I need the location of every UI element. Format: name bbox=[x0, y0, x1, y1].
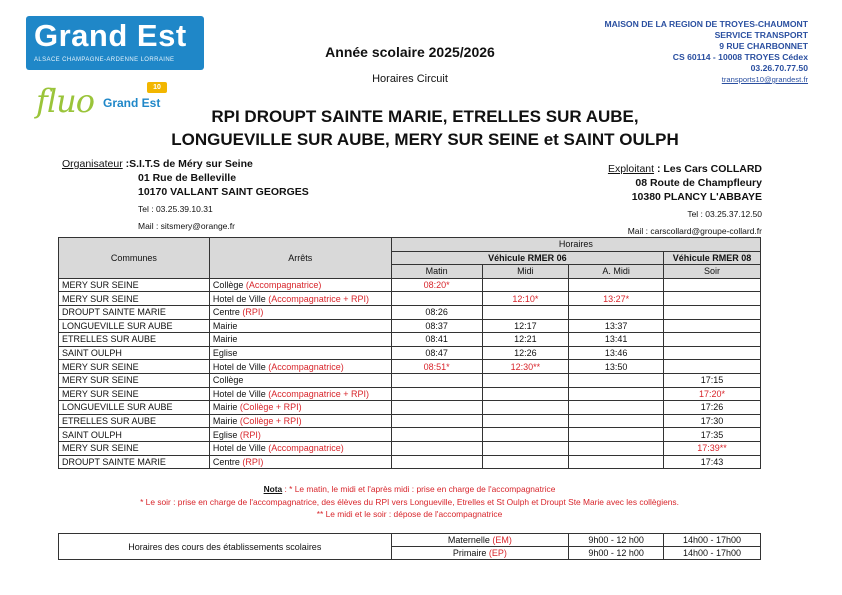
commune: MERY SUR SEINE bbox=[59, 441, 210, 455]
organisateur-block bbox=[62, 157, 309, 233]
table-row bbox=[59, 455, 761, 469]
nota-label: Nota bbox=[263, 484, 283, 494]
contact-line-3: 9 RUE CHARBONNET bbox=[719, 41, 808, 51]
time-matin bbox=[391, 387, 482, 401]
commune: MERY SUR SEINE bbox=[59, 360, 210, 374]
header-amidi: A. Midi bbox=[569, 265, 664, 279]
time-matin: 08:47 bbox=[391, 346, 482, 360]
logo-text: Grand Est bbox=[34, 18, 187, 53]
arret: Collège (Accompagnatrice) bbox=[209, 278, 391, 292]
arret: Hotel de Ville (Accompagnatrice + RPI) bbox=[209, 387, 391, 401]
header-horaires: Horaires bbox=[391, 238, 760, 252]
exploitant-name-line bbox=[608, 162, 762, 176]
commune: SAINT OULPH bbox=[59, 428, 210, 442]
header-arrets: Arrêts bbox=[209, 238, 391, 279]
school-hours-label: Horaires des cours des établissements scolaires bbox=[59, 534, 392, 560]
commune: ETRELLES SUR AUBE bbox=[59, 333, 210, 347]
commune: DROUPT SAINTE MARIE bbox=[59, 305, 210, 319]
time-midi bbox=[482, 441, 569, 455]
commune: MERY SUR SEINE bbox=[59, 278, 210, 292]
table-row bbox=[59, 428, 761, 442]
table-row bbox=[59, 292, 761, 306]
exploitant-block bbox=[608, 162, 762, 238]
time-amidi: 13:41 bbox=[569, 333, 664, 347]
time-soir: 17:39** bbox=[664, 441, 761, 455]
time-midi bbox=[482, 414, 569, 428]
header-matin: Matin bbox=[391, 265, 482, 279]
time-soir bbox=[664, 305, 761, 319]
time-matin bbox=[391, 428, 482, 442]
table-row bbox=[59, 333, 761, 347]
table-row bbox=[59, 534, 761, 547]
fluo-logo: fluo bbox=[36, 82, 94, 120]
time-midi bbox=[482, 428, 569, 442]
header-soir: Soir bbox=[664, 265, 761, 279]
contact-line-1: MAISON DE LA REGION DE TROYES-CHAUMONT bbox=[604, 19, 808, 29]
time-amidi bbox=[569, 455, 664, 469]
arret: Mairie (Collège + RPI) bbox=[209, 401, 391, 415]
organisateur-mail: Mail : sitsmery@orange.fr bbox=[138, 221, 235, 231]
time-matin: 08:41 bbox=[391, 333, 482, 347]
hours-afternoon: 14h00 - 17h00 bbox=[664, 547, 761, 560]
time-midi: 12:17 bbox=[482, 319, 569, 333]
time-soir bbox=[664, 346, 761, 360]
header-communes: Communes bbox=[59, 238, 210, 279]
school-year: Année scolaire 2025/2026 bbox=[325, 44, 495, 60]
table-row bbox=[59, 414, 761, 428]
time-midi: 12:21 bbox=[482, 333, 569, 347]
time-midi bbox=[482, 387, 569, 401]
time-matin bbox=[391, 414, 482, 428]
header-vehicule-1: Véhicule RMER 06 bbox=[391, 251, 663, 265]
time-soir: 17:15 bbox=[664, 373, 761, 387]
page-title-line-2: LONGUEVILLE SUR AUBE, MERY SUR SEINE et SAINT OULPH bbox=[171, 130, 679, 149]
commune: MERY SUR SEINE bbox=[59, 373, 210, 387]
time-matin bbox=[391, 441, 482, 455]
time-matin: 08:20* bbox=[391, 278, 482, 292]
circuit-label: Horaires Circuit bbox=[372, 73, 448, 85]
school-hours-table bbox=[58, 533, 761, 560]
time-soir: 17:43 bbox=[664, 455, 761, 469]
time-amidi: 13:37 bbox=[569, 319, 664, 333]
arret: Mairie bbox=[209, 319, 391, 333]
commune: LONGUEVILLE SUR AUBE bbox=[59, 319, 210, 333]
time-midi bbox=[482, 305, 569, 319]
commune: MERY SUR SEINE bbox=[59, 387, 210, 401]
header-midi: Midi bbox=[482, 265, 569, 279]
timetable-body bbox=[59, 278, 761, 468]
contact-email-link[interactable]: transports10@grandest.fr bbox=[721, 75, 808, 84]
fluo-badge: 10 bbox=[147, 82, 167, 93]
arret: Hotel de Ville (Accompagnatrice) bbox=[209, 441, 391, 455]
level-cell: Primaire (EP) bbox=[391, 547, 569, 560]
time-matin bbox=[391, 455, 482, 469]
nota-line-1: Nota : * Le matin, le midi et l'après midi : prise en charge de l'accompagnatrice bbox=[263, 484, 556, 494]
table-row bbox=[59, 401, 761, 415]
organisateur-name-line bbox=[62, 157, 309, 171]
exploitant-mail: Mail : carscollard@groupe-collard.fr bbox=[627, 226, 762, 236]
time-midi: 12:30** bbox=[482, 360, 569, 374]
header-vehicule-2: Véhicule RMER 08 bbox=[664, 251, 761, 265]
arret: Hotel de Ville (Accompagnatrice) bbox=[209, 360, 391, 374]
arret: Hotel de Ville (Accompagnatrice + RPI) bbox=[209, 292, 391, 306]
nota-line-2: * Le soir : prise en charge de l'accompagnatrice, des élèves du RPI vers Longueville, Etrelles et St Oulph et Droupt Ste Marie avec les collègiens. bbox=[140, 496, 679, 507]
time-matin: 08:37 bbox=[391, 319, 482, 333]
commune: SAINT OULPH bbox=[59, 346, 210, 360]
time-midi: 12:10* bbox=[482, 292, 569, 306]
time-soir: 17:26 bbox=[664, 401, 761, 415]
arret: Mairie bbox=[209, 333, 391, 347]
table-row bbox=[59, 346, 761, 360]
exploitant-label: Exploitant bbox=[607, 163, 655, 175]
time-soir: 17:20* bbox=[664, 387, 761, 401]
time-midi bbox=[482, 373, 569, 387]
time-amidi: 13:46 bbox=[569, 346, 664, 360]
organisateur-name: :S.I.T.S de Méry sur Seine bbox=[125, 158, 253, 170]
hours-morning: 9h00 - 12 h00 bbox=[569, 547, 664, 560]
time-matin bbox=[391, 292, 482, 306]
timetable bbox=[58, 237, 761, 469]
hours-afternoon: 14h00 - 17h00 bbox=[664, 534, 761, 547]
table-row bbox=[59, 319, 761, 333]
time-soir bbox=[664, 278, 761, 292]
fluo-grand-est: Grand Est bbox=[103, 96, 161, 110]
commune: MERY SUR SEINE bbox=[59, 292, 210, 306]
time-amidi: 13:50 bbox=[569, 360, 664, 374]
time-soir bbox=[664, 360, 761, 374]
table-row bbox=[59, 441, 761, 455]
commune: DROUPT SAINTE MARIE bbox=[59, 455, 210, 469]
nota-line-3: ** Le midi et le soir : dépose de l'accompagnatrice bbox=[316, 509, 503, 519]
exploitant-name: : Les Cars COLLARD bbox=[656, 163, 762, 175]
organisateur-tel: Tel : 03.25.39.10.31 bbox=[138, 204, 213, 214]
time-soir bbox=[664, 292, 761, 306]
arret: Centre (RPI) bbox=[209, 455, 391, 469]
contact-line-4: CS 60114 - 10008 TROYES Cédex bbox=[672, 52, 808, 62]
time-amidi bbox=[569, 387, 664, 401]
organisateur-addr2: 10170 VALLANT SAINT GEORGES bbox=[138, 186, 309, 198]
time-midi bbox=[482, 455, 569, 469]
contact-block bbox=[604, 19, 808, 85]
table-row bbox=[59, 278, 761, 292]
table-row bbox=[59, 360, 761, 374]
time-amidi bbox=[569, 401, 664, 415]
arret: Eglise bbox=[209, 346, 391, 360]
nota-block bbox=[58, 483, 761, 521]
time-amidi bbox=[569, 414, 664, 428]
grand-est-logo bbox=[26, 16, 204, 70]
contact-line-2: SERVICE TRANSPORT bbox=[714, 30, 808, 40]
time-soir bbox=[664, 333, 761, 347]
time-midi bbox=[482, 278, 569, 292]
time-soir: 17:30 bbox=[664, 414, 761, 428]
time-matin bbox=[391, 401, 482, 415]
table-row bbox=[59, 305, 761, 319]
time-matin bbox=[391, 373, 482, 387]
time-amidi bbox=[569, 373, 664, 387]
table-row bbox=[59, 387, 761, 401]
time-soir: 17:35 bbox=[664, 428, 761, 442]
arret: Collège bbox=[209, 373, 391, 387]
arret: Centre (RPI) bbox=[209, 305, 391, 319]
time-midi bbox=[482, 401, 569, 415]
exploitant-tel: Tel : 03.25.37.12.50 bbox=[687, 209, 762, 219]
level-cell: Maternelle (EM) bbox=[391, 534, 569, 547]
organisateur-label: Organisateur bbox=[62, 158, 123, 170]
table-row bbox=[59, 373, 761, 387]
time-soir bbox=[664, 319, 761, 333]
time-amidi bbox=[569, 428, 664, 442]
time-matin: 08:26 bbox=[391, 305, 482, 319]
logo-subtitle: ALSACE CHAMPAGNE-ARDENNE LORRAINE bbox=[34, 57, 175, 63]
time-amidi bbox=[569, 278, 664, 292]
page-title-line-1: RPI DROUPT SAINTE MARIE, ETRELLES SUR AUBE, bbox=[211, 107, 639, 126]
time-amidi: 13:27* bbox=[569, 292, 664, 306]
time-midi: 12:26 bbox=[482, 346, 569, 360]
time-amidi bbox=[569, 305, 664, 319]
time-amidi bbox=[569, 441, 664, 455]
commune: ETRELLES SUR AUBE bbox=[59, 414, 210, 428]
hours-morning: 9h00 - 12 h00 bbox=[569, 534, 664, 547]
contact-line-5: 03.26.70.77.50 bbox=[750, 63, 808, 73]
organisateur-addr1: 01 Rue de Belleville bbox=[138, 172, 237, 184]
arret: Eglise (RPI) bbox=[209, 428, 391, 442]
arret: Mairie (Collège + RPI) bbox=[209, 414, 391, 428]
exploitant-addr1: 08 Route de Champfleury bbox=[635, 177, 762, 189]
time-matin: 08:51* bbox=[391, 360, 482, 374]
exploitant-addr2: 10380 PLANCY L'ABBAYE bbox=[631, 191, 762, 203]
commune: LONGUEVILLE SUR AUBE bbox=[59, 401, 210, 415]
